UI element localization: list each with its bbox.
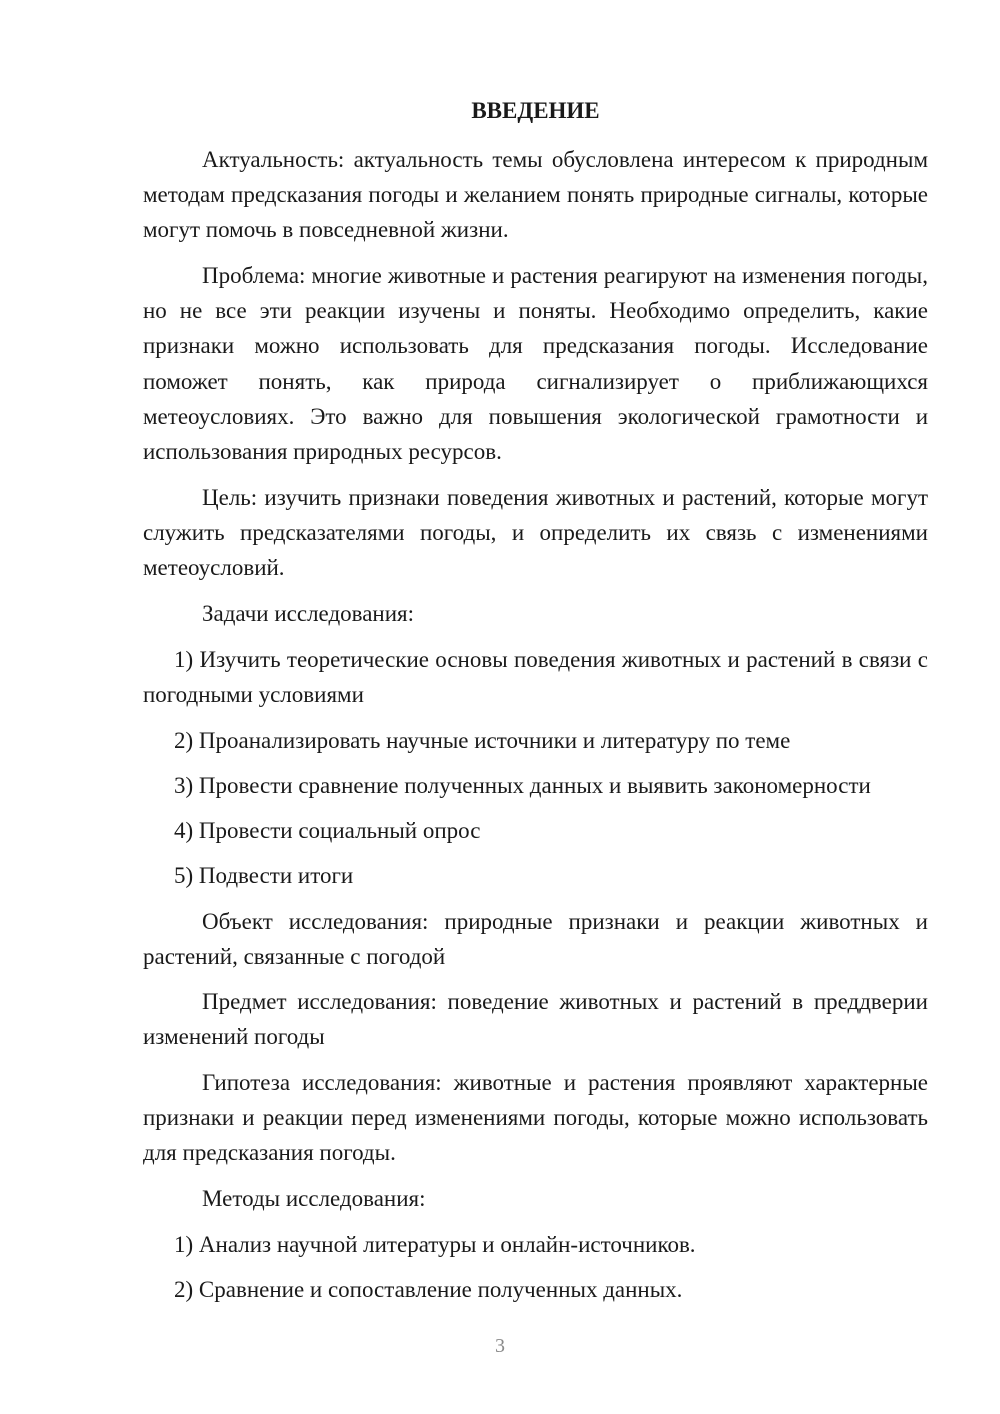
paragraph-hypothesis: Гипотеза исследования: животные и растения проявляют характерные признаки и реакции перед изменениями погоды, которые можно использовать для предсказания погоды. xyxy=(143,1070,928,1166)
list-item-task-1: 1) Изучить теоретические основы поведения животных и растений в связи с погодными условиями xyxy=(143,647,928,708)
list-item-method-2: 2) Сравнение и сопоставление полученных данных. xyxy=(174,1277,683,1302)
list-item-task-3: 3) Провести сравнение полученных данных и выявить закономерности xyxy=(174,773,871,798)
list-item-task-5: 5) Подвести итоги xyxy=(174,863,354,888)
paragraph-methods-heading: Методы исследования: xyxy=(202,1186,426,1211)
paragraph-problem: Проблема: многие животные и растения реагируют на изменения погоды, но не все эти реакции изучены и поняты. Необходимо определить, какие признаки можно использовать для предсказания погоды. Исследование поможет понять, как природа сигнализирует о приближающихся метеоусловиях. Это важно для повышения экологической грамотности и использования природных ресурсов. xyxy=(143,263,928,465)
list-item-method-1: 1) Анализ научной литературы и онлайн-источников. xyxy=(174,1232,696,1257)
paragraph-relevance: Актуальность: актуальность темы обусловлена интересом к природным методам предсказания погоды и желанием понять природные сигналы, которые могут помочь в повседневной жизни. xyxy=(143,147,928,243)
page-number: 3 xyxy=(495,1335,505,1357)
paragraph-object: Объект исследования: природные признаки и реакции животных и растений, связанные с погодой xyxy=(143,909,928,970)
page-title: ВВЕДЕНИЕ xyxy=(471,98,600,123)
paragraph-subject: Предмет исследования: поведение животных и растений в преддверии изменений погоды xyxy=(143,989,928,1050)
list-item-task-4: 4) Провести социальный опрос xyxy=(174,818,481,843)
paragraph-goal: Цель: изучить признаки поведения животных и растений, которые могут служить предсказателями погоды, и определить их связь с изменениями метеоусловий. xyxy=(143,485,928,581)
paragraph-tasks-heading: Задачи исследования: xyxy=(202,601,415,626)
list-item-task-2: 2) Проанализировать научные источники и литературу по теме xyxy=(174,728,791,753)
